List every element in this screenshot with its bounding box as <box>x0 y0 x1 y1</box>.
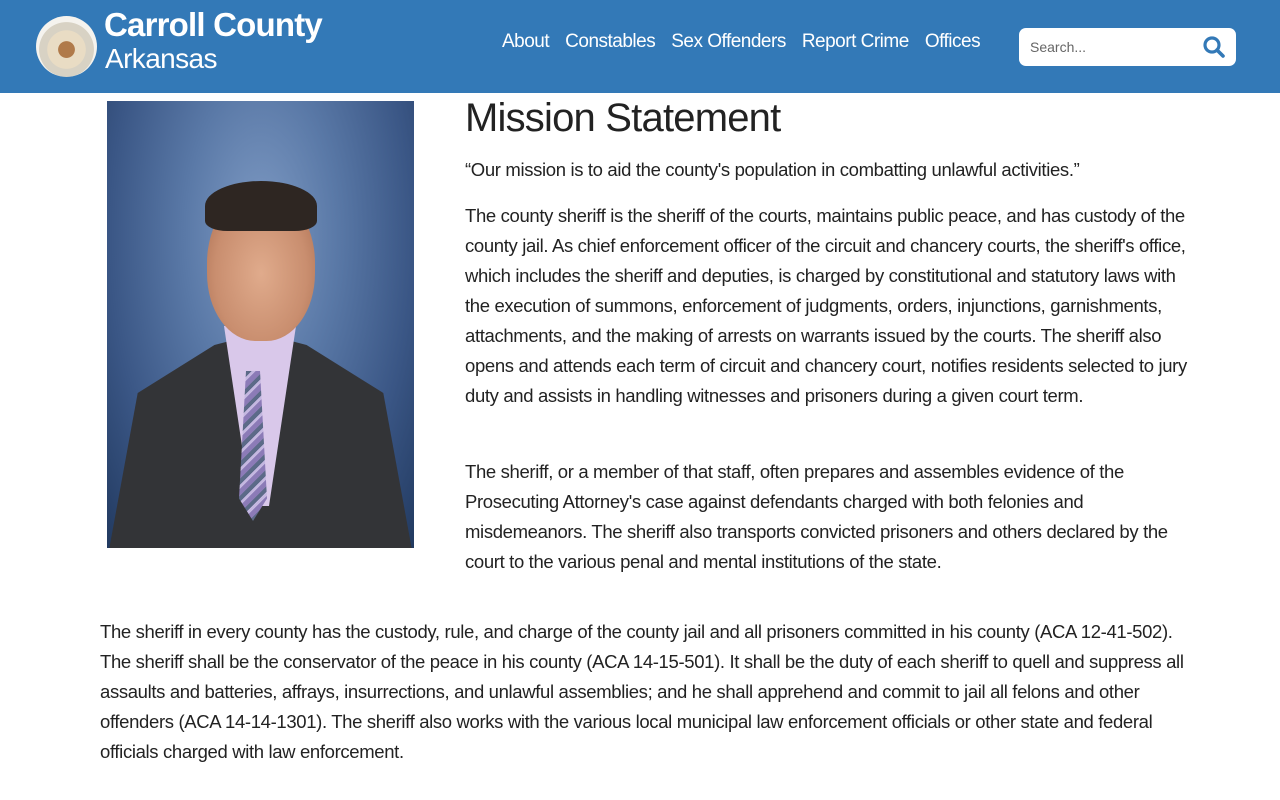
nav-report-crime[interactable]: Report Crime <box>801 31 909 52</box>
main-nav <box>502 30 996 54</box>
search-icon[interactable] <box>1202 35 1226 59</box>
nav-constables[interactable]: Constables <box>565 31 656 52</box>
brand-subtitle[interactable]: Arkansas <box>105 43 217 74</box>
nav-offices[interactable]: Offices <box>924 31 981 52</box>
site-header <box>0 0 1280 93</box>
portrait-hair <box>205 181 317 231</box>
state-seal-logo[interactable] <box>36 16 97 77</box>
paragraph-jail-custody: The sheriff in every county has the custody, rule, and charge of the county jail and all prisoners committed in his county (ACA 12-41-502). The sheriff shall be the conservator of the peace in his county (ACA 14-15-501). It shall be the duty of each sheriff to quell and suppress all assaults and batteries, affrays, insurrections, and unlawful assemblies; and he shall apprehend and commit to jail all felons and other offenders (ACA 14-14-1301). The sheriff also works with the various local municipal law enforcement officials or other state and federal officials charged with law enforcement. <box>100 621 1184 762</box>
paragraph-duties: The county sheriff is the sheriff of the courts, maintains public peace, and has custody of the county jail. As chief enforcement officer of the circuit and chancery courts, the sheriff's office, which includes the sheriff and deputies, is charged by constitutional and statutory laws with the execution of summons, enforcement of judgments, orders, injunctions, garnishments, attachments, and the making of arrests on warrants issued by the courts. The sheriff also opens and attends each term of circuit and chancery court, notifies residents selected to jury duty and assists in handling witnesses and prisoners during a given court term. <box>465 205 1187 406</box>
search-box <box>1019 28 1236 66</box>
nav-sex-offenders[interactable]: Sex Offenders <box>671 31 786 52</box>
brand-title[interactable]: Carroll County <box>104 6 322 43</box>
mission-quote: “Our mission is to aid the county's population in combatting unlawful activities.” <box>465 159 1080 180</box>
page-title: Mission Statement <box>465 96 781 140</box>
paragraph-evidence: The sheriff, or a member of that staff, often prepares and assembles evidence of the Prosecuting Attorney's case against defendants charged with both felonies and misdemeanors. The sheriff also transports convicted prisoners and others declared by the court to the various penal and mental institutions of the state. <box>465 461 1168 572</box>
sheriff-portrait-photo <box>107 101 414 548</box>
nav-about[interactable]: About <box>502 31 550 52</box>
search-input[interactable] <box>1030 36 1200 58</box>
